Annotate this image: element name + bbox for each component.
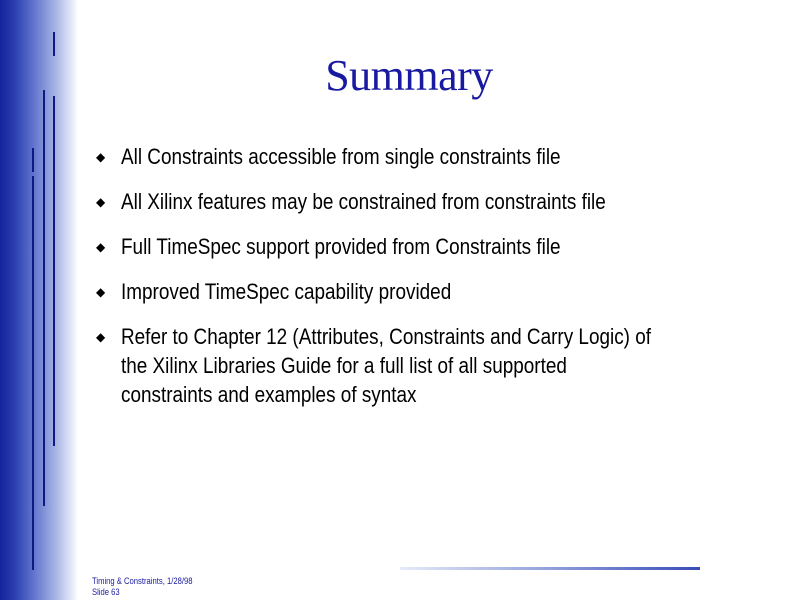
list-item [96,142,746,172]
list-item [96,277,746,307]
bullet-text: Full TimeSpec support provided from Constraints file [121,234,561,259]
list-item [96,187,746,217]
decorative-line [53,96,55,446]
diamond-bullet-icon: ◆ [96,150,106,164]
bullet-list [96,142,746,424]
footer-divider [400,567,700,570]
list-item [96,322,746,409]
diamond-bullet-icon: ◆ [96,330,106,344]
decorative-line [43,90,45,506]
slide-number: Slide 63 [92,587,120,597]
diamond-bullet-icon: ◆ [96,240,106,254]
decorative-line [53,32,55,56]
bullet-text: All Xilinx features may be constrained from constraints file [121,189,606,214]
decorative-line [32,148,34,172]
left-gradient-band [0,0,78,600]
diamond-bullet-icon: ◆ [96,195,106,209]
bullet-text: Improved TimeSpec capability provided [121,279,452,304]
footer-caption: Timing & Constraints, 1/28/98 [92,576,193,586]
decorative-line [32,176,34,570]
slide-title: Summary [325,51,493,100]
list-item [96,232,746,262]
diamond-bullet-icon: ◆ [96,285,106,299]
bullet-text: Refer to Chapter 12 (Attributes, Constraints and Carry Logic) of the Xilinx Libraries Guide for a full list of all supported constraints and examples of syntax [121,324,652,407]
bullet-text: All Constraints accessible from single constraints file [121,144,561,169]
